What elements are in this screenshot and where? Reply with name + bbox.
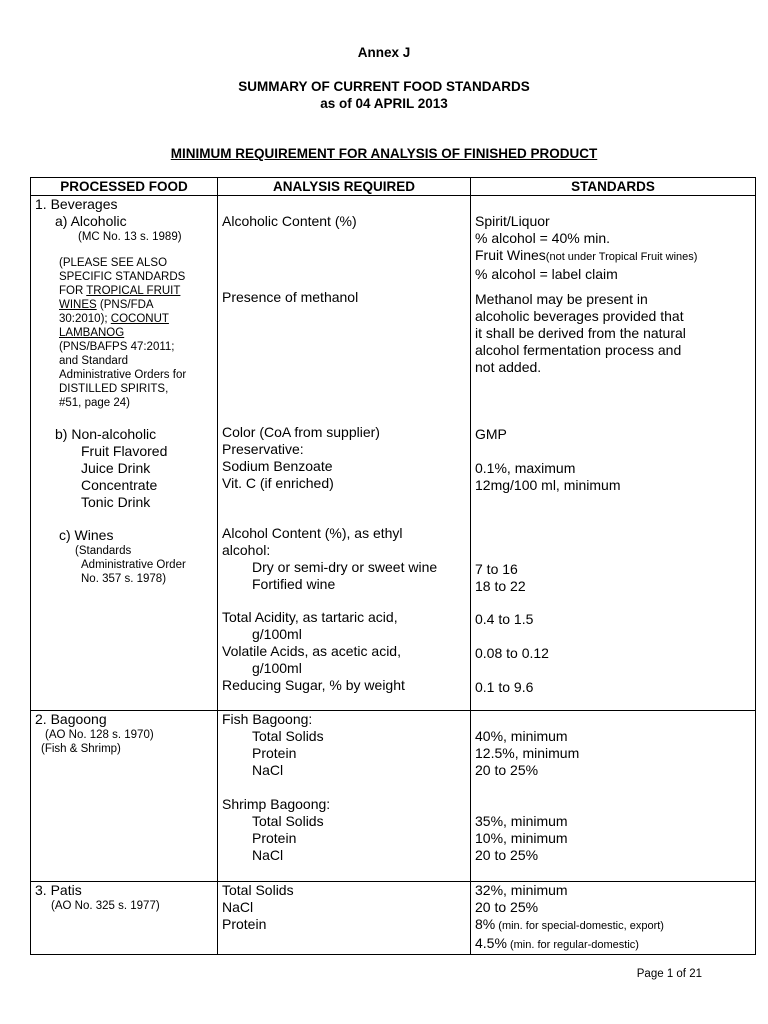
standard-item: not added. bbox=[475, 359, 542, 375]
standard-note: (min. for regular-domestic) bbox=[506, 939, 639, 951]
analysis-item: Dry or semi-dry or sweet wine bbox=[252, 559, 438, 575]
standard-item: 18 to 22 bbox=[475, 578, 526, 594]
analysis-item: g/100ml bbox=[252, 660, 302, 676]
standard-item: Methanol may be present in bbox=[475, 291, 648, 307]
standard-item: it shall be derived from the natural bbox=[475, 325, 686, 341]
bagoong-heading: 2. Bagoong bbox=[35, 711, 107, 727]
analysis-item: Total Solids bbox=[252, 728, 324, 744]
bagoong-ref: (AO No. 128 s. 1970) bbox=[45, 729, 154, 741]
patis-heading: 3. Patis bbox=[35, 882, 82, 898]
analysis-item: Protein bbox=[222, 916, 267, 932]
wines-ref-line: No. 357 s. 1978) bbox=[81, 573, 167, 585]
standard-blank bbox=[475, 443, 751, 460]
standard-item: 7 to 16 bbox=[475, 561, 518, 577]
analysis-item: Volatile Acids, as acetic acid, bbox=[222, 643, 401, 659]
coconut-lambanog-link: COCONUT bbox=[110, 313, 169, 325]
standard-item: 12.5%, minimum bbox=[475, 745, 580, 761]
standard-item: 10%, minimum bbox=[475, 830, 568, 846]
beverages-standards-cell bbox=[471, 196, 756, 711]
analysis-item: Total Solids bbox=[252, 813, 324, 829]
standard-item: % alcohol = label claim bbox=[475, 266, 618, 282]
beverages-cell bbox=[31, 196, 218, 711]
standard-item: 35%, minimum bbox=[475, 813, 568, 829]
standard-item: 12mg/100 ml, minimum bbox=[475, 477, 621, 493]
analysis-item: Preservative: bbox=[222, 441, 304, 457]
note-line: (PLEASE SEE ALSO bbox=[59, 257, 168, 269]
table-row-bagoong bbox=[31, 711, 756, 882]
table-header-row bbox=[31, 178, 756, 196]
note-line: FOR bbox=[59, 285, 87, 297]
nonalcoholic-label: b) Non-alcoholic bbox=[55, 426, 157, 442]
patis-analysis-cell bbox=[218, 882, 471, 955]
alcoholic-ref: (MC No. 13 s. 1989) bbox=[78, 231, 182, 243]
analysis-item: NaCl bbox=[222, 899, 254, 915]
wines-ref-line: Administrative Order bbox=[81, 559, 186, 571]
standard-item: Fruit Wines bbox=[475, 247, 546, 263]
patis-ref: (AO No. 325 s. 1977) bbox=[51, 900, 160, 912]
nonalcoholic-item: Tonic Drink bbox=[81, 494, 151, 510]
analysis-item: Presence of methanol bbox=[222, 289, 359, 305]
standard-item: alcohol fermentation process and bbox=[475, 342, 682, 358]
standard-item: 20 to 25% bbox=[475, 899, 539, 915]
table-row-beverages bbox=[31, 196, 756, 711]
analysis-item: NaCl bbox=[252, 762, 284, 778]
patis-standards-cell bbox=[471, 882, 756, 955]
wines-label: c) Wines bbox=[59, 527, 114, 543]
note-line: #51, page 24) bbox=[59, 397, 130, 409]
alcoholic-label: a) Alcoholic bbox=[55, 213, 127, 229]
column-header-standards: STANDARDS bbox=[471, 178, 756, 196]
bagoong-cell bbox=[31, 711, 218, 882]
nonalcoholic-item: Fruit Flavored bbox=[81, 443, 168, 459]
nonalcoholic-item: Juice Drink bbox=[81, 460, 151, 476]
coconut-lambanog-link: LAMBANOG bbox=[59, 327, 125, 339]
note-line: 30:2010); bbox=[59, 313, 111, 325]
column-header-analysis-required: ANALYSIS REQUIRED bbox=[218, 178, 471, 196]
beverages-heading: 1. Beverages bbox=[35, 196, 118, 212]
alcoholic-note bbox=[35, 256, 213, 410]
analysis-item: Total Solids bbox=[222, 882, 294, 898]
analysis-item: Shrimp Bagoong: bbox=[222, 796, 331, 812]
note-line: SPECIFIC STANDARDS bbox=[59, 271, 186, 283]
analysis-item: Reducing Sugar, % by weight bbox=[222, 677, 405, 693]
beverages-analysis-cell bbox=[218, 196, 471, 711]
standard-item: 20 to 25% bbox=[475, 762, 539, 778]
analysis-item: Fish Bagoong: bbox=[222, 711, 313, 727]
wines-ref bbox=[35, 544, 213, 586]
section-title: MINIMUM REQUIREMENT FOR ANALYSIS OF FINISHED PRODUCT bbox=[170, 146, 598, 161]
analysis-item: Color (CoA from supplier) bbox=[222, 424, 380, 440]
standard-item: 8% bbox=[475, 916, 496, 932]
note-line: DISTILLED SPIRITS, bbox=[59, 383, 169, 395]
bagoong-standards-cell bbox=[471, 711, 756, 882]
standard-item: GMP bbox=[475, 426, 507, 442]
note-line: and Standard bbox=[59, 355, 129, 367]
standard-item: Spirit/Liquor bbox=[475, 213, 550, 229]
column-header-processed-food: PROCESSED FOOD bbox=[31, 178, 218, 196]
standard-item: 0.1%, maximum bbox=[475, 460, 576, 476]
analysis-item: Alcohol Content (%), as ethyl bbox=[222, 525, 403, 541]
standard-item: 32%, minimum bbox=[475, 882, 568, 898]
tropical-fruit-wines-link: WINES bbox=[59, 299, 97, 311]
analysis-item: Protein bbox=[252, 745, 297, 761]
standard-item: alcoholic beverages provided that bbox=[475, 308, 684, 324]
analysis-item: Protein bbox=[252, 830, 297, 846]
analysis-item: NaCl bbox=[252, 847, 284, 863]
bagoong-analysis-cell bbox=[218, 711, 471, 882]
standard-note: (min. for special-domestic, export) bbox=[495, 920, 664, 932]
analysis-item: Vit. C (if enriched) bbox=[222, 475, 334, 491]
document-title: SUMMARY OF CURRENT FOOD STANDARDS bbox=[238, 79, 530, 94]
tropical-fruit-wines-link: TROPICAL FRUIT bbox=[86, 285, 181, 297]
analysis-item: alcohol: bbox=[222, 542, 271, 558]
standard-item: 40%, minimum bbox=[475, 728, 568, 744]
analysis-item: Alcoholic Content (%) bbox=[222, 213, 357, 229]
patis-cell bbox=[31, 882, 218, 955]
nonalcoholic-item: Concentrate bbox=[81, 477, 158, 493]
annex-title: Annex J bbox=[357, 45, 411, 60]
standard-item: 0.08 to 0.12 bbox=[475, 645, 549, 661]
document-date: as of 04 APRIL 2013 bbox=[320, 96, 448, 111]
note-line: (PNS/BAFPS 47:2011; bbox=[59, 341, 175, 353]
analysis-item: Sodium Benzoate bbox=[222, 458, 333, 474]
standard-item: 20 to 25% bbox=[475, 847, 539, 863]
page-number: Page 1 of 21 bbox=[636, 968, 702, 980]
table-row-patis bbox=[31, 882, 756, 955]
note-line: Administrative Orders for bbox=[59, 369, 187, 381]
food-standards-table bbox=[30, 177, 756, 955]
standard-item: 4.5% bbox=[475, 935, 507, 951]
standard-item: 0.4 to 1.5 bbox=[475, 611, 534, 627]
analysis-item: Fortified wine bbox=[252, 576, 336, 592]
standard-item: % alcohol = 40% min. bbox=[475, 230, 611, 246]
standard-note: (not under Tropical Fruit wines) bbox=[545, 251, 698, 263]
standard-item: 0.1 to 9.6 bbox=[475, 679, 534, 695]
analysis-item: g/100ml bbox=[252, 626, 302, 642]
bagoong-ref: (Fish & Shrimp) bbox=[41, 743, 121, 755]
wines-ref-line: (Standards bbox=[75, 545, 132, 557]
note-line: (PNS/FDA bbox=[96, 299, 154, 311]
analysis-item: Total Acidity, as tartaric acid, bbox=[222, 609, 398, 625]
